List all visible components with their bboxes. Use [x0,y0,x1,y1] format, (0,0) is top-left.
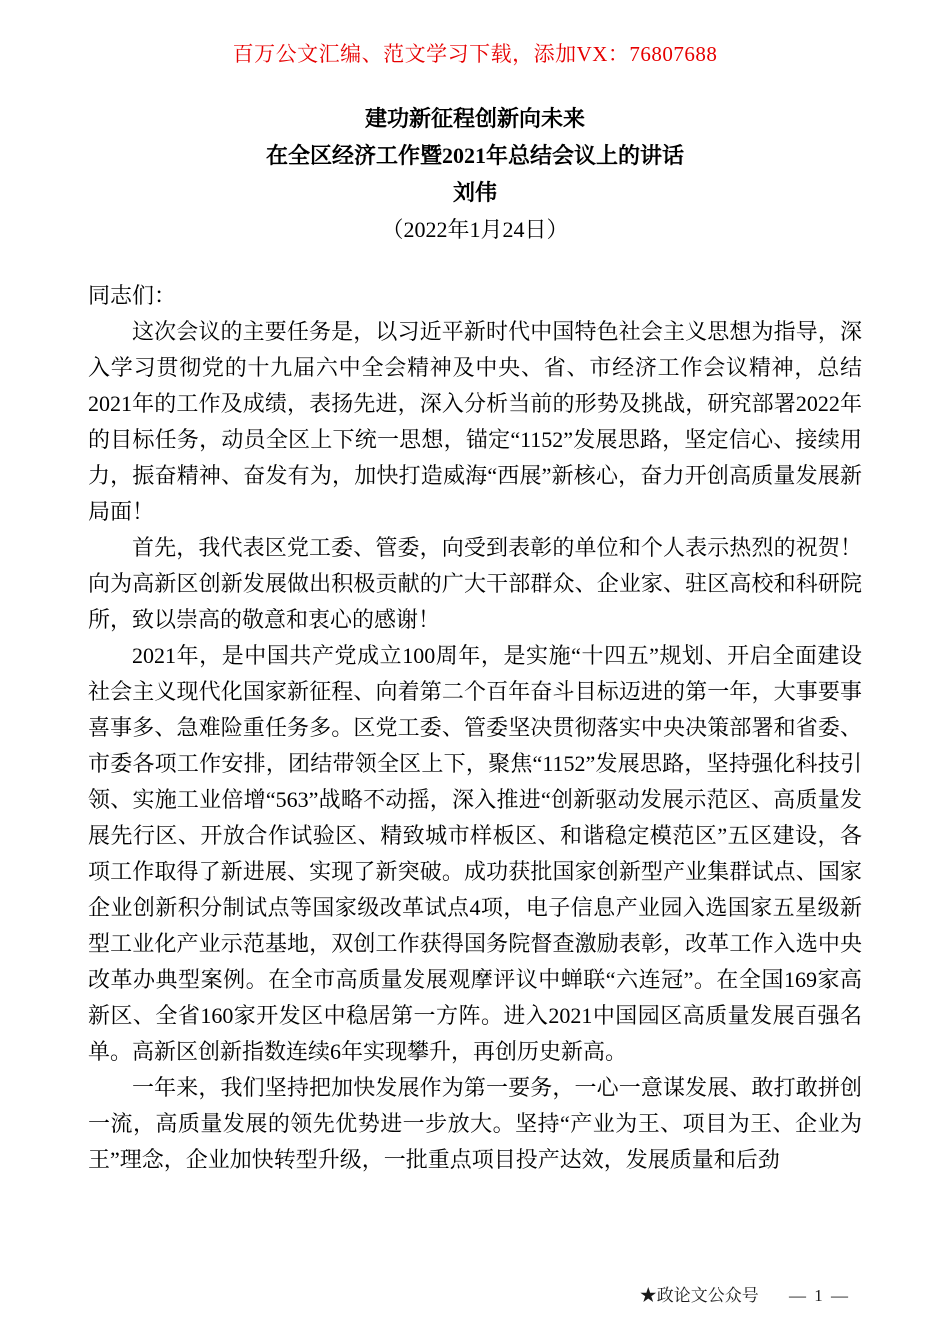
paragraph-1: 这次会议的主要任务是，以习近平新时代中国特色社会主义思想为指导，深入学习贯彻党的十九届六中全会精神及中央、省、市经济工作会议精神，总结2021年的工作及成绩，表扬先进，深入分析当前的形势及挑战，研究部署2022年的目标任务，动员全区上下统一思想，锚定“1152”发展思路，坚定信心、接续用力，振奋精神、奋发有为，加快打造威海“西展”新核心，奋力开创高质量发展新局面！ [88,319,862,524]
document-subtitle: 在全区经济工作暨2021年总结会议上的讲话 [265,143,684,168]
paragraph-2: 首先，我代表区党工委、管委，向受到表彰的单位和个人表示热烈的祝贺！向为高新区创新发展做出积极贡献的广大干部群众、企业家、驻区高校和科研院所，致以崇高的敬意和衷心的感谢！ [88,535,862,632]
paragraph-3: 2021年，是中国共产党成立100周年，是实施“十四五”规划、开启全面建设社会主义现代化国家新征程、向着第二个百年奋斗目标迈进的第一年，大事要事喜事多、急难险重任务多。区党工委、管委坚决贯彻落实中央决策部署和省委、市委各项工作安排，团结带领全区上下，聚焦“1152”发展思路，坚持强化科技引领、实施工业倍增“563”战略不动摇，深入推进“创新驱动发展示范区、高质量发展先行区、开放合作试验区、精致城市样板区、和谐稳定模范区”五区建设，各项工作取得了新进展、实现了新突破。成功获批国家创新型产业集群试点、国家企业创新积分制试点等国家级改革试点4项，电子信息产业园入选国家五星级新型工业化产业示范基地，双创工作获得国务院督查激励表彰，改革工作入选中央改革办典型案例。在全市高质量发展观摩评议中蝉联“六连冠”。在全国169家高新区、全省160家开发区中稳居第一方阵。进入2021中国园区高质量发展百强名单。高新区创新指数连续6年实现攀升，再创历史新高。 [88,643,862,1064]
header-promo-notice: 百万公文汇编、范文学习下载，添加VX：76807688 [232,42,718,66]
title-block [88,100,862,248]
footer-account-label: ★政论文公众号 [639,1286,759,1305]
page-footer [640,1281,850,1306]
document-title: 建功新征程创新向未来 [364,106,585,131]
salutation: 同志们： [88,283,177,308]
document-body [88,278,862,1178]
page-number: — 1 — [789,1286,850,1305]
author-name: 刘伟 [452,180,497,205]
document-date: （2022年1月24日） [381,217,569,242]
paragraph-4: 一年来，我们坚持把加快发展作为第一要务，一心一意谋发展、敢打敢拼创一流，高质量发展的领先优势进一步放大。坚持“产业为王、项目为王、企业为王”理念，企业加快转型升级，一批重点项目投产达效，发展质量和后劲 [88,1075,862,1172]
